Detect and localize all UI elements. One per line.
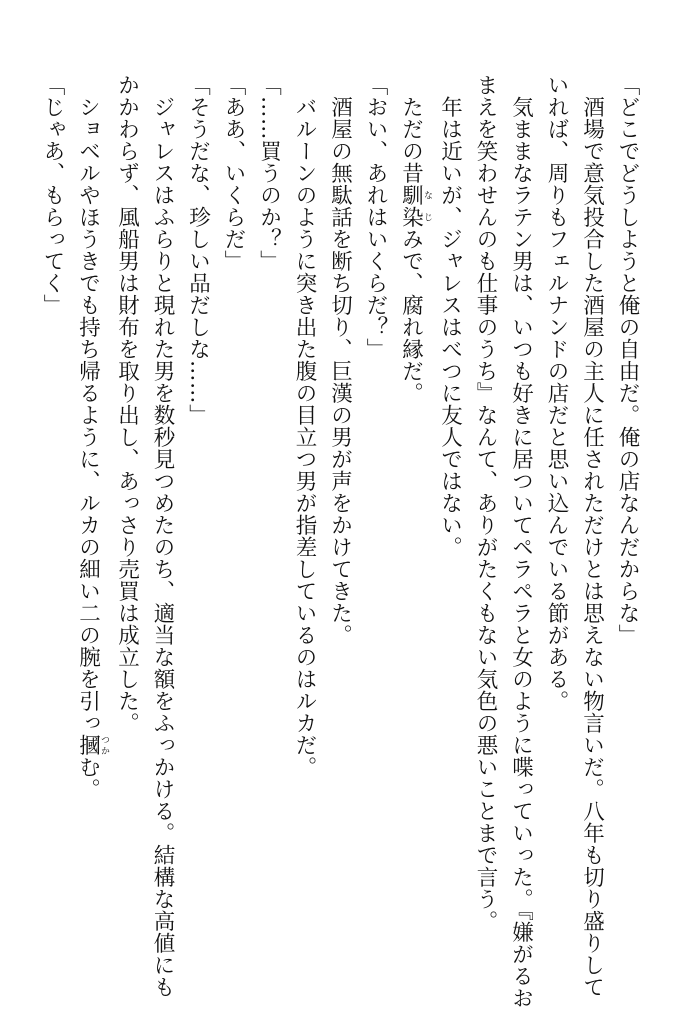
text-line-with-ruby	[393, 74, 432, 974]
vertical-text-body	[40, 74, 645, 1010]
text-line: 酒場で意気投合した酒屋の主人に任されただけとは思えない物言いだ。八年も切り盛りして	[579, 74, 605, 998]
text-line-with-ruby	[70, 74, 109, 974]
text-line: まえを笑わせんのも仕事のうち』なんて、ありがたくもない気色の悪いことまで言う。	[473, 74, 498, 932]
text-line: かかわらず、風船男は財布を取り出し、あっさり売買は成立した。	[114, 74, 140, 734]
text-line: 気ままなラテン男は、いつも好きに居ついてペラペラと女のように喋っていった。『嫌がるお	[508, 74, 534, 1010]
text-line: バルーンのように突き出た腹の目立つ男が指差しているのはルカだ。	[292, 74, 317, 778]
ruby-reading: つか	[99, 734, 109, 756]
ruby-base: 馴	[398, 184, 424, 206]
text-segment: みで、腐れ縁だ。	[398, 228, 424, 404]
ruby-base: 摑	[75, 734, 101, 756]
text-line: ジャレスはふらりと現れた男を数秒見つめたのち、適当な額をふっかける。結構な高値にも	[150, 74, 175, 998]
text-line: いれば、周りもフェルナンドの店だと思い込んでいる節がある。	[544, 74, 569, 712]
text-line: 「そうだな、珍しい品だしな……」	[185, 74, 211, 426]
text-segment: ただの昔	[398, 74, 424, 184]
text-line: 年は近いが、ジャレスはべつに友人ではない。	[437, 74, 463, 558]
ruby-reading: な	[422, 184, 432, 206]
ruby-word	[398, 184, 432, 228]
text-line: 「どこでどうしようと俺の自由だ。俺の店なんだからな」	[615, 74, 640, 646]
ruby-reading: じ	[422, 206, 432, 228]
text-line: 「おい、あれはいくらだ？」	[363, 74, 388, 360]
text-line: 酒屋の無駄話を断ち切り、巨漢の男が声をかけてきた。	[327, 74, 353, 646]
text-line: 「ああ、いくらだ」	[221, 74, 246, 272]
text-line: 「じゃあ、もらってく」	[40, 74, 65, 316]
text-segment: ショベルやほうきでも持ち帰るように、ルカの細い二の腕を引っ	[75, 74, 101, 734]
ruby-base: 染	[398, 206, 424, 228]
ruby-word	[75, 734, 109, 756]
text-segment: む。	[75, 756, 101, 800]
text-line: 「……買うのか？」	[256, 74, 282, 272]
